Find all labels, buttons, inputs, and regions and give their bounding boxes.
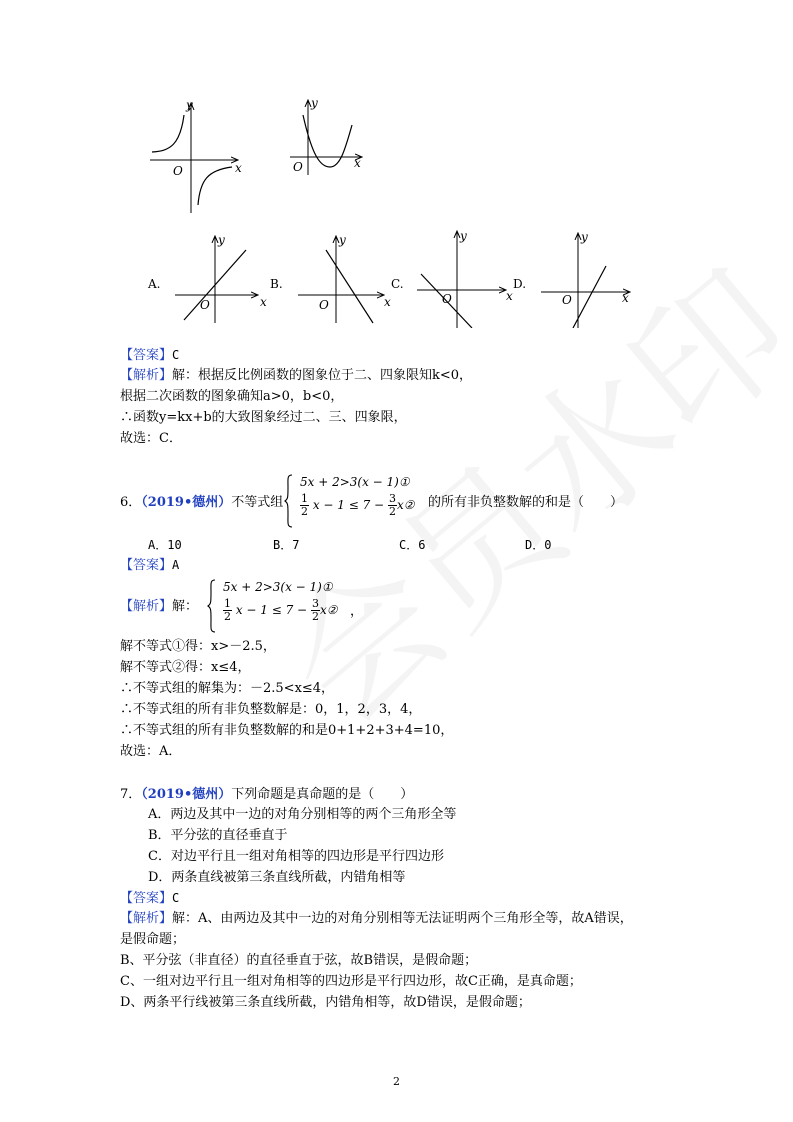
y-axis-label: y (186, 98, 193, 112)
q6-choice-c: C．6 (399, 538, 426, 552)
q6-analysis-line: ∴不等式组的解集为：－2.5<x≤4， (120, 681, 335, 696)
q6-choice-b: B．7 (273, 538, 300, 552)
option-d-label: D. (513, 277, 527, 291)
page-number: 2 (393, 1075, 400, 1088)
q5-analysis-line: ∴函数y=kx+b的大致图象经过二、三、四象限， (120, 410, 407, 425)
option-c-label: C. (391, 277, 404, 291)
inequality-row-2: $\frac{1}{2}$ x − 1 ≤ 7 − $\frac{3}{2}$ x② (224, 597, 338, 623)
answer-tag: 【答案】 (120, 891, 173, 906)
q6-inequality-system (284, 473, 424, 529)
y-axis-label: y (339, 233, 346, 247)
answer-tag: 【答案】 (120, 348, 173, 363)
origin-label: O (200, 298, 210, 312)
q7-choice-d: D．两条直线被第三条直线所截，内错角相等 (148, 870, 406, 885)
q7-analysis-line: 【解析】解：A、由两边及其中一边的对角分别相等无法证明两个三角形全等，故A错误， (120, 911, 633, 926)
option-a-graph (147, 233, 267, 323)
y-axis-label: y (460, 229, 467, 243)
q6-choice-d: D．0 (525, 538, 552, 552)
y-axis-label: y (581, 230, 588, 244)
q7-analysis-line: 是假命题； (120, 932, 186, 947)
q7-stem: 7．（2019•德州）下列命题是真命题的是（ ） (120, 787, 414, 802)
x-axis-label: x (260, 295, 267, 309)
q7-analysis-line: B、平分弦（非直径）的直径垂直于弦，故B错误，是假命题； (120, 953, 478, 968)
q5-analysis-line: 故选：C． (120, 431, 182, 446)
option-b-label: B. (270, 277, 283, 291)
left-brace-icon (284, 473, 294, 529)
origin-label: O (173, 164, 183, 178)
parabola-graph (290, 96, 362, 175)
option-d-graph (513, 230, 630, 328)
q6-analysis-line: 解不等式②得：x≤4， (120, 660, 251, 675)
q6-analysis-line: 故选：A． (120, 744, 182, 759)
option-graphs (140, 228, 640, 328)
x-axis-label: x (354, 156, 361, 170)
q6-choice-a: A．10 (148, 538, 182, 552)
q7-answer: 【答案】C (120, 891, 180, 906)
analysis-tag: 【解析】 (120, 368, 173, 383)
q6-analysis-system (207, 578, 347, 634)
x-axis-label: x (235, 161, 242, 175)
origin-label: O (562, 293, 572, 307)
x-axis-label: x (506, 289, 513, 303)
q6-source: （2019•德州） (141, 495, 232, 510)
q6-analysis-prefix: 【解析】解： (120, 599, 199, 614)
y-axis-label: y (218, 233, 225, 247)
q7-analysis-line: D、两条平行线被第三条直线所截，内错角相等，故D错误，是假命题； (120, 995, 531, 1010)
x-axis-label: x (384, 295, 391, 309)
y-axis-label: y (311, 96, 318, 110)
q7-choice-c: C．对边平行且一组对角相等的四边形是平行四边形 (148, 849, 444, 864)
option-a-label: A. (148, 277, 161, 291)
origin-label: O (442, 292, 452, 306)
option-c-graph (391, 229, 513, 328)
q6-stem-suffix: 的所有非负整数解的和是（ ） (428, 495, 624, 510)
origin-label: O (293, 160, 303, 174)
hyperbola-graph (150, 98, 242, 213)
inequality-row-1: 5x + 2>3(x − 1)① (223, 580, 333, 594)
q7-choice-b: B．平分弦的直径垂直于 (148, 828, 288, 843)
q6-analysis-line: ∴不等式组的所有非负整数解的和是0+1+2+3+4=10， (120, 723, 454, 738)
analysis-tag: 【解析】 (120, 911, 173, 926)
q6-answer: 【答案】A (120, 558, 180, 573)
function-graphs-top (140, 95, 380, 220)
q6-analysis-comma: ， (350, 604, 364, 619)
q5-answer: 【答案】C (120, 348, 180, 363)
analysis-tag: 【解析】 (120, 599, 173, 614)
left-brace-icon (207, 578, 217, 634)
q6-analysis-line: ∴不等式组的所有非负整数解是：0，1，2，3，4， (120, 702, 422, 717)
answer-tag: 【答案】 (120, 558, 173, 573)
q5-analysis-line: 【解析】解：根据反比例函数的图象位于二、四象限知k<0， (120, 368, 473, 383)
option-b-graph (270, 233, 391, 323)
q7-source: （2019•德州） (141, 787, 232, 802)
origin-label: O (319, 298, 329, 312)
q6-stem-prefix: 6．（2019•德州）不等式组 (120, 495, 284, 510)
q7-analysis-line: C、一组对边平行且一组对角相等的四边形是平行四边形，故C正确，是真命题； (120, 974, 582, 989)
x-axis-label: x (622, 291, 629, 305)
inequality-row-2: $\frac{1}{2}$ x − 1 ≤ 7 − $\frac{3}{2}$ x② (301, 492, 415, 518)
inequality-row-1: 5x + 2>3(x − 1)① (300, 475, 410, 489)
q5-analysis-line: 根据二次函数的图象确知a>0，b<0， (120, 389, 344, 404)
q7-choice-a: A．两边及其中一边的对角分别相等的两个三角形全等 (148, 807, 457, 822)
q6-analysis-line: 解不等式①得：x>－2.5， (120, 639, 276, 654)
